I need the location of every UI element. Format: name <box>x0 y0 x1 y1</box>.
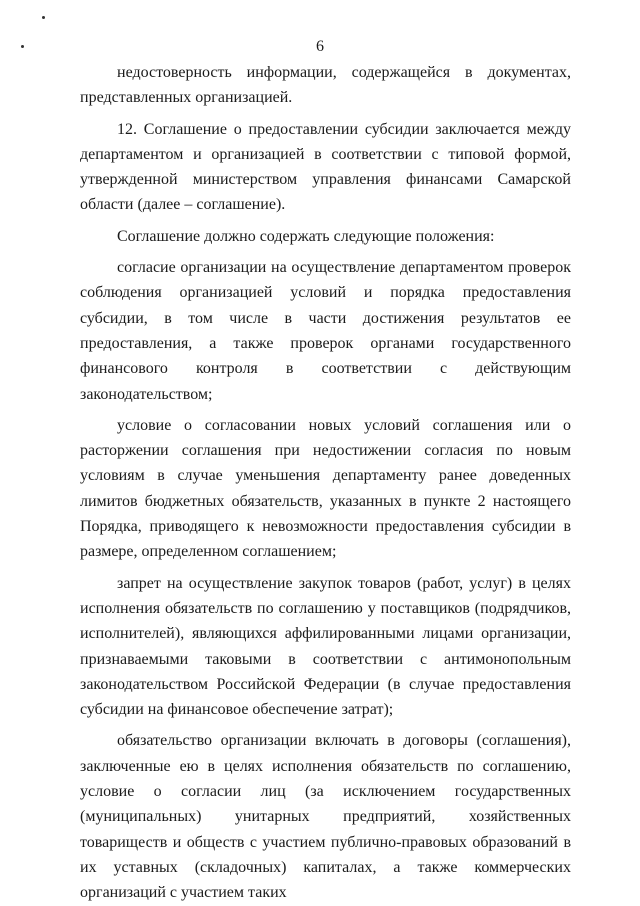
paragraph-inspection-consent: согласие организации на осуществление департаментом проверок соблюдения организацией условий и порядка предоставления субсидии, в том числе в части достижения результатов ее предоставления, а также проверок органами государственного финансового контроля в соответствии с действующим законодательством; <box>80 259 571 403</box>
paragraph-clause-12: 12. Соглашение о предоставлении субсидии заключается между департаментом и организацией в соответствии с типовой формой, утвержденной министерством управления финансами Самарской области (далее – соглашение). <box>80 120 571 214</box>
paragraph-procurement-ban: запрет на осуществление закупок товаров (работ, услуг) в целях исполнения обязательств по соглашению у поставщиков (подрядчиков, исполнителей), являющихся аффилированными лицами организации, признаваемыми таковыми в соответствии с антимонопольным законодательством Российской Федерации (в случае предоставления субсидии на финансовое обеспечение затрат); <box>80 574 571 719</box>
document-body <box>80 60 571 906</box>
paragraph-contract-obligation: обязательство организации включать в договоры (соглашения), заключенные ею в целях исполнения обязательств по соглашению, условие о согласии лиц (за исключением государственных (муниципальных) унитарных предприятий, хозяйственных товариществ и обществ с участием публично-правовых образований в их уставных (складочных) капиталах, а также коммерческих организаций с участием таких <box>80 732 571 902</box>
scan-speck <box>42 16 45 19</box>
paragraph-renegotiation-condition: условие о согласовании новых условий соглашения или о расторжении соглашения при недостижении согласия по новым условиям в случае уменьшения департаменту ранее доведенных лимитов бюджетных обязательств, указанных в пункте 2 настоящего Порядка, приводящего к невозможности предоставления субсидии в размере, определенном соглашением; <box>80 416 571 561</box>
page-number: 6 <box>316 38 324 55</box>
paragraph-continuation: недостоверность информации, содержащейся в документах, представленных организацией. <box>80 64 571 107</box>
paragraph-provisions-intro: Соглашение должно содержать следующие положения: <box>117 227 495 245</box>
